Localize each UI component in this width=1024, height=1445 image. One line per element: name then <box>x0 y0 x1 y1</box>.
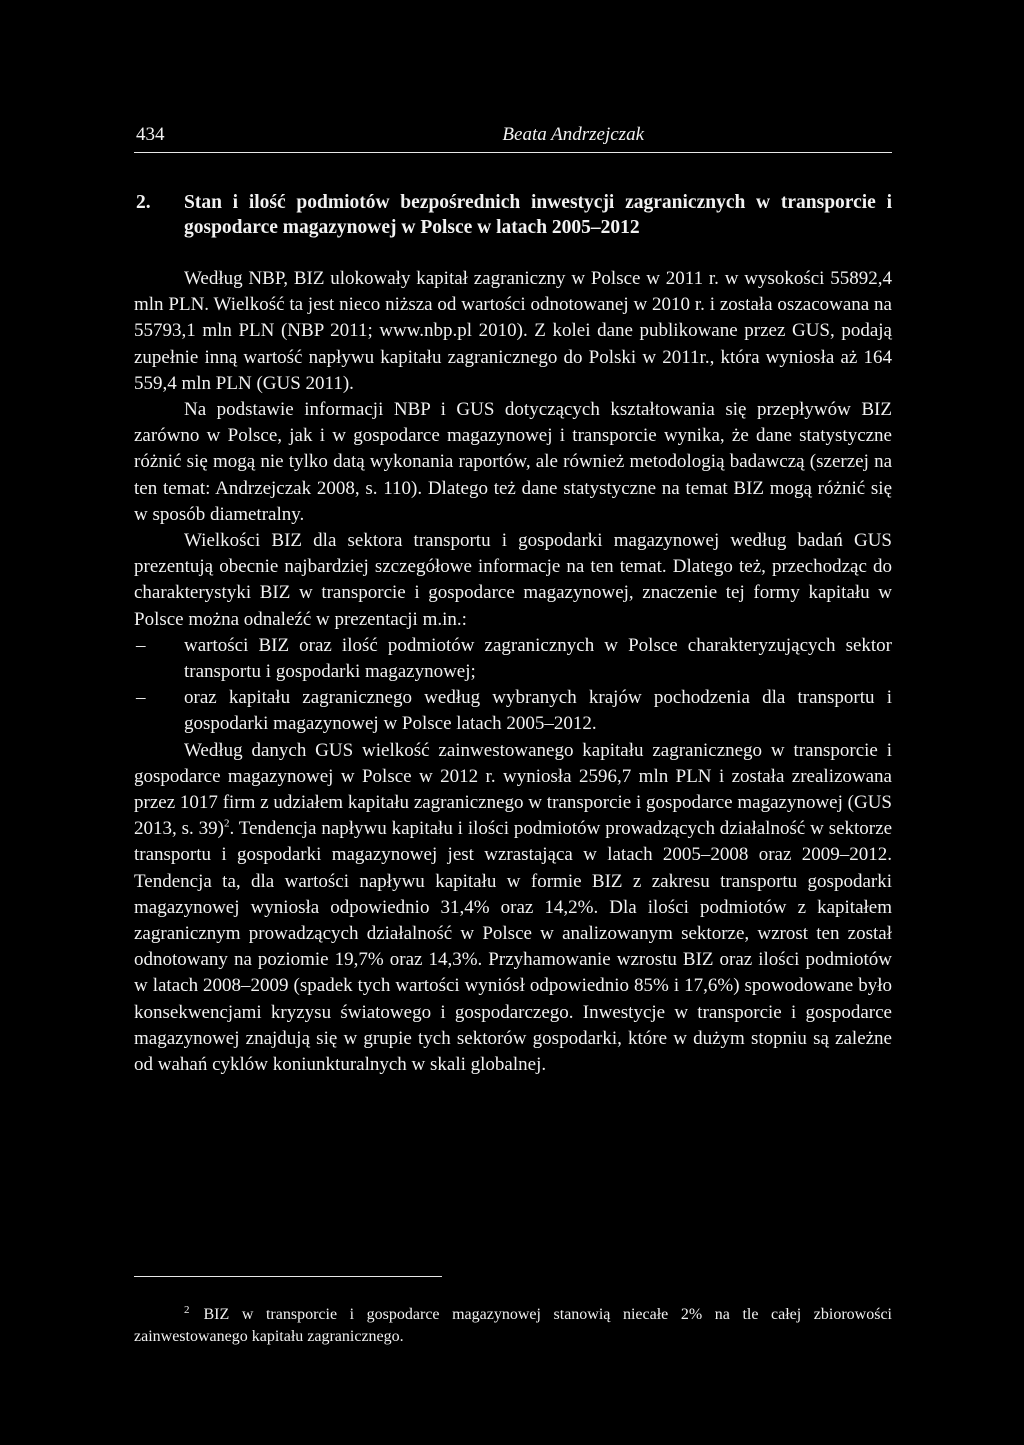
body-text <box>134 266 892 1078</box>
page-number: 434 <box>136 124 165 145</box>
bullet-item-1 <box>134 633 892 685</box>
bullet-marker: – <box>136 634 146 656</box>
paragraph-4 <box>134 738 892 1079</box>
section-title: Stan i ilość podmiotów bezpośrednich inwestycji zagranicznych w transporcie i gospodarce magazynowej w Polsce w latach 2005–2012 <box>184 192 892 238</box>
footnote-reference[interactable]: 2 <box>223 817 230 830</box>
paragraph-1: Według NBP, BIZ ulokowały kapitał zagraniczny w Polsce w 2011 r. w wysokości 55892,4 mln PLN. Wielkość ta jest nieco niższa od wartości odnotowanej w 2010 r. i została oszacowana na 55793,1 mln PLN (NBP 2011; www.nbp.pl 2010). Z kolei dane publikowane przez GUS, podają zupełnie inną wartość napływu kapitału zagranicznego do Polski w 2011r., która wyniosła aż 164 559,4 mln PLN (GUS 2011). <box>134 268 892 394</box>
footnote-text: BIZ w transporcie i gospodarce magazynowej stanowią niecałe 2% na tle całej zbiorowości zainwestowanego kapitału zagranicznego. <box>134 1306 892 1345</box>
paragraph-4-part-1: Według danych GUS wielkość zainwestowanego kapitału zagranicznego w transporcie i gospodarce magazynowej w Polsce w 2012 r. wyniosła 2596,7 mln PLN i została zrealizowana przez 1017 firm z udziałem kapitału zagranicznego w transporcie i gospodarce magazynowej (GUS 2013, s. 39) <box>134 739 892 840</box>
running-header-author: Beata Andrzejczak <box>502 124 644 145</box>
section-number: 2. <box>136 192 151 213</box>
bullet-item-2 <box>134 685 892 737</box>
footnote-number: 2 <box>184 1303 190 1316</box>
bullet-text: oraz kapitału zagranicznego według wybranych krajów pochodzenia dla transportu i gospodarki magazynowej w Polsce latach 2005–2012. <box>184 687 892 735</box>
section-heading <box>134 190 892 240</box>
bullet-text: wartości BIZ oraz ilość podmiotów zagranicznych w Polsce charakteryzujących sektor transportu i gospodarki magazynowej; <box>184 634 892 683</box>
paragraph-3: Wielkości BIZ dla sektora transportu i gospodarki magazynowej według badań GUS prezentują obecnie najbardziej szczegółowe informacje na ten temat. Dlatego też, przechodząc do charakterystyki BIZ w transporcie i gospodarce magazynowej, znaczenie tej formy kapitału w Polsce można odnaleźć w prezentacji m.in.: <box>134 530 892 630</box>
footnote-separator <box>134 1276 442 1277</box>
bullet-marker: – <box>136 687 146 709</box>
footnote <box>134 1304 892 1348</box>
paragraph-4-part-2: . Tendencja napływu kapitału i ilości podmiotów prowadzących działalność w sektorze transportu i gospodarki magazynowej jest wzrastająca w latach 2005–2008 oraz 2009–2012. Tendencja ta, dla wartości napływu kapitału w formie BIZ z zakresu transportu gospodarki magazynowej wyniosła odpowiednio 31,4% oraz 14,2%. Dla ilości podmiotów z kapitałem zagranicznym prowadzących działalność w Polsce w analizowanym sektorze, wzrost ten został odnotowany na poziomie 19,7% oraz 14,3%. Przyhamowanie wzrostu BIZ oraz ilości podmiotów w latach 2008–2009 (spadek tych wartości wyniósł odpowiednio 85% i 17,6%) spowodowane było konsekwencjami kryzysu światowego i gospodarczego. Inwestycje w transporcie i gospodarce magazynowej znajdują się w grupie tych sektorów gospodarki, które w dużym stopniu są zależne od wahań cyklów koniunkturalnych w skali globalnej. <box>134 818 892 1076</box>
running-header <box>134 122 892 153</box>
paragraph-2: Na podstawie informacji NBP i GUS dotyczących kształtowania się przepływów BIZ zarówno w Polsce, jak i w gospodarce magazynowej i transporcie wynika, że dane statystyczne różnić się mogą nie tylko datą wykonania raportów, ale również metodologią badawczą (szerzej na ten temat: Andrzejczak 2008, s. 110). Dlatego też dane statystyczne na temat BIZ mogą różnić się w sposób diametralny. <box>134 399 892 525</box>
